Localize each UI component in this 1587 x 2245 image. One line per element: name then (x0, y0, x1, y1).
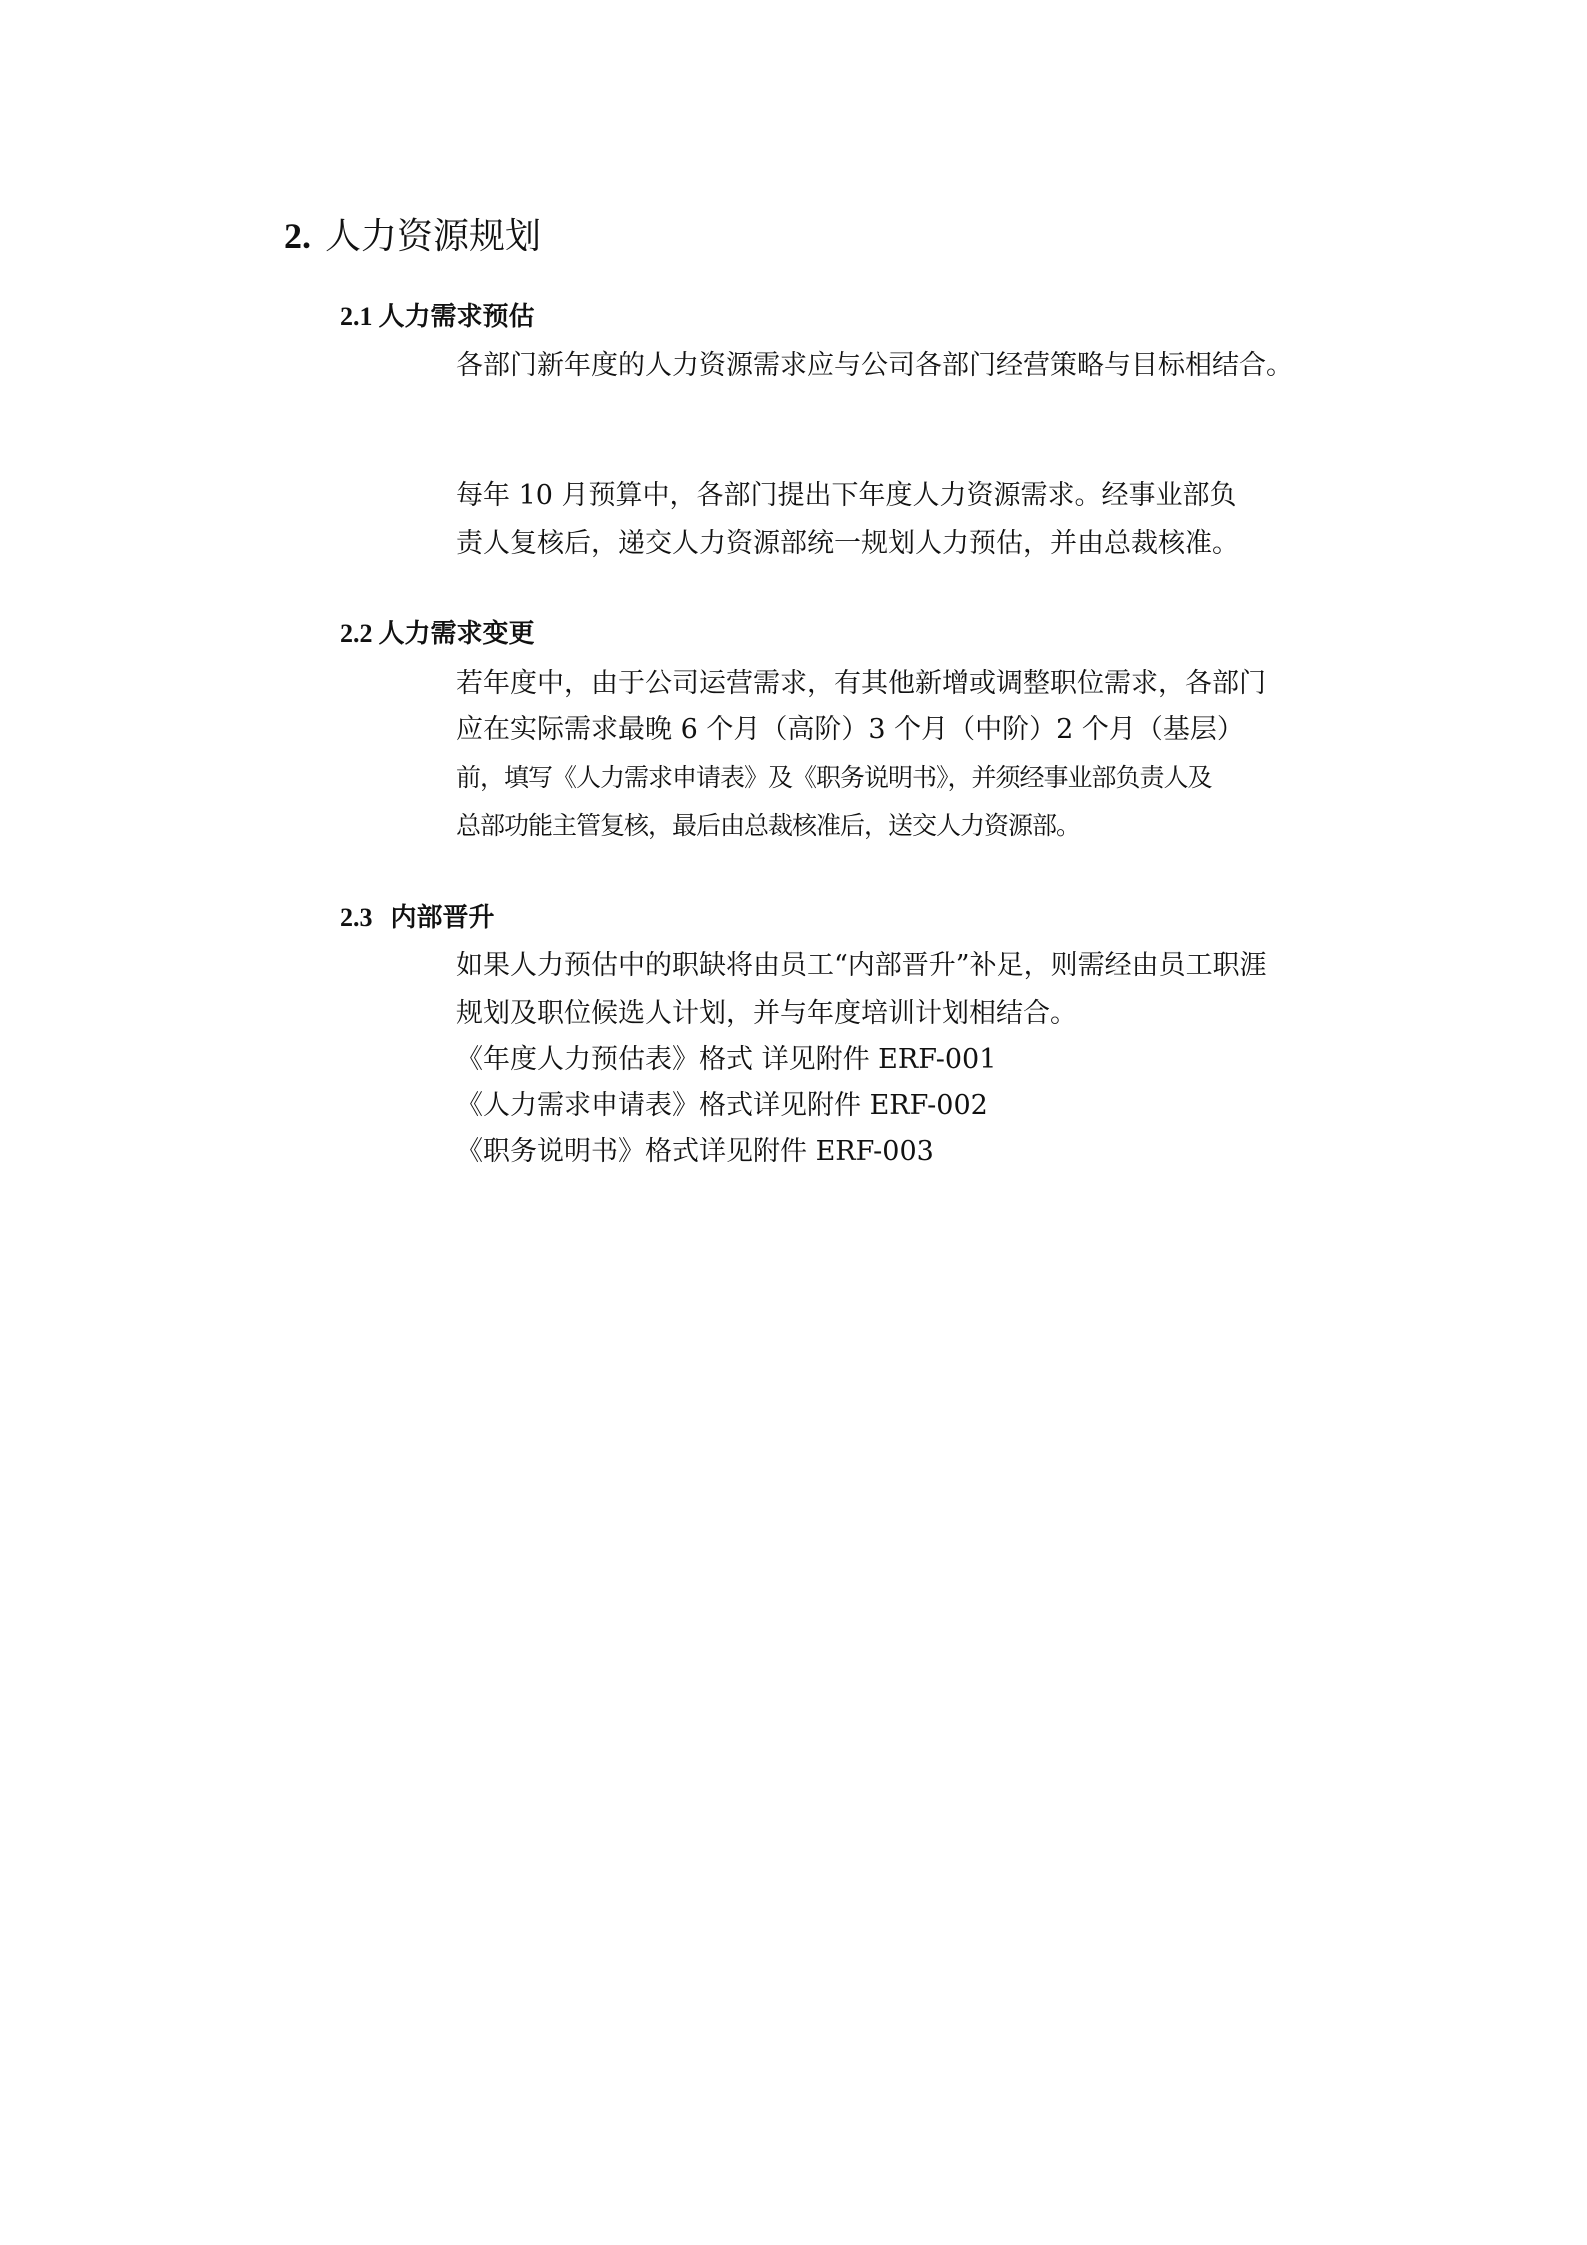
paragraph-line: 总部功能主管复核，最后由总裁核准后，送交人力资源部。 (456, 811, 1081, 840)
subsection-number: 2.2 (340, 619, 373, 648)
paragraph-line: 每年 10 月预算中，各部门提出下年度人力资源需求。经事业部负 (456, 480, 1237, 511)
paragraph-line: 若年度中，由于公司运营需求，有其他新增或调整职位需求，各部门 (456, 668, 1266, 699)
subsection-number: 2.1 (340, 302, 373, 331)
subsection-heading-2-1 (340, 299, 535, 335)
subsection-title: 人力需求变更 (378, 619, 535, 649)
paragraph-line: 各部门新年度的人力资源需求应与公司各部门经营策略与目标相结合。 (456, 350, 1293, 381)
paragraph-line: 前，填写《人力需求申请表》及《职务说明书》，并须经事业部负责人及 (456, 763, 1212, 792)
subsection-heading-2-3 (340, 900, 495, 936)
paragraph-line: 责人复核后，递交人力资源部统一规划人力预估，并由总裁核准。 (456, 528, 1239, 559)
subsection-title: 内部晋升 (390, 903, 495, 933)
reference-line: 《职务说明书》格式详见附件 ERF-003 (456, 1136, 934, 1167)
reference-line: 《人力需求申请表》格式详见附件 ERF-002 (456, 1090, 988, 1121)
section-number: 2. (284, 216, 311, 256)
reference-line: 《年度人力预估表》格式 详见附件 ERF-001 (456, 1044, 997, 1075)
subsection-title: 人力需求预估 (378, 302, 535, 332)
subsection-heading-2-2 (340, 616, 535, 652)
paragraph-line: 应在实际需求最晚 6 个月（高阶）3 个月（中阶）2 个月（基层） (456, 714, 1244, 745)
subsection-number: 2.3 (340, 903, 373, 932)
paragraph-line: 如果人力预估中的职缺将由员工“内部晋升”补足，则需经由员工职涯 (456, 950, 1267, 981)
paragraph-line: 规划及职位候选人计划，并与年度培训计划相结合。 (456, 998, 1077, 1029)
section-heading (284, 212, 541, 261)
section-title: 人力资源规划 (325, 216, 542, 257)
